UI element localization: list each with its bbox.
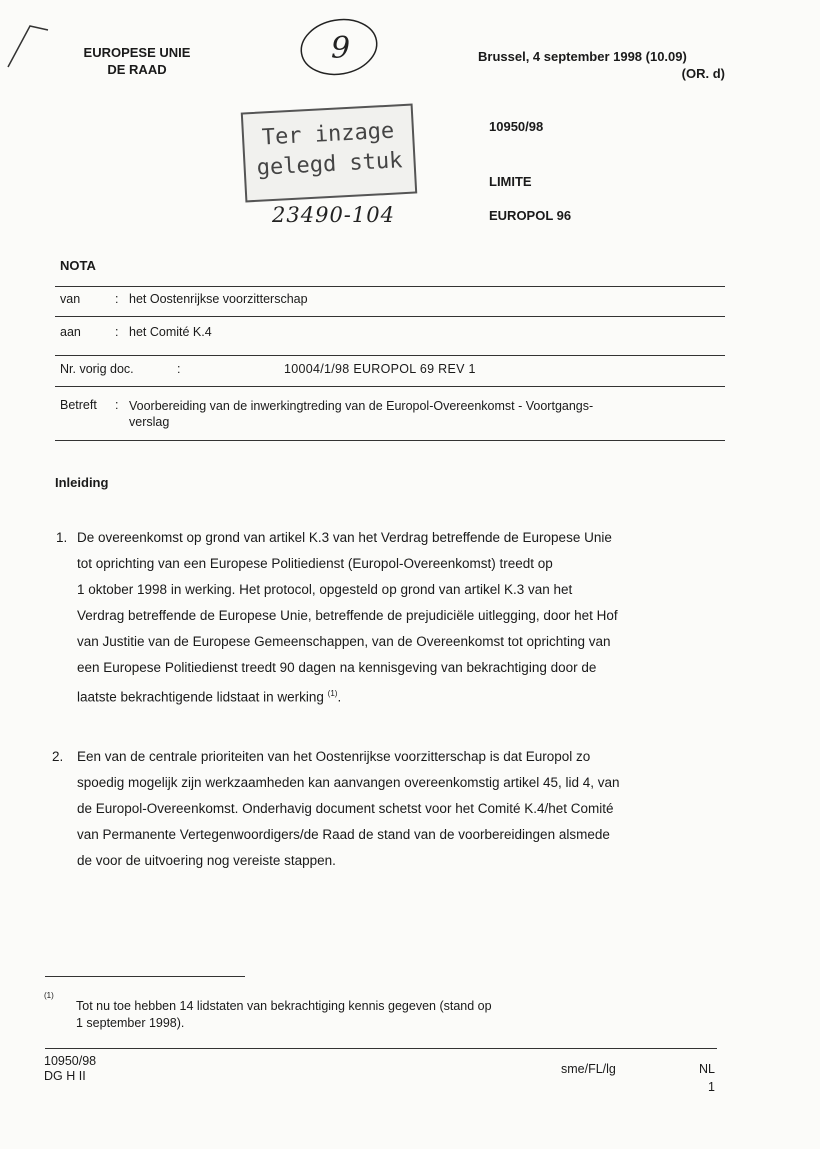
- paragraph-1: [77, 525, 717, 711]
- svg-text:9: 9: [331, 31, 351, 66]
- document-number: 10950/98: [489, 119, 544, 134]
- page-number: 1: [708, 1080, 715, 1094]
- paragraph-line: spoedig mogelijk zijn werkzaamheden kan aanvangen overeenkomstig artikel 45, lid 4, van: [77, 775, 620, 790]
- paragraph-last-line: laatste bekrachtigende lidstaat in werking $^{(1)}$.: [77, 689, 342, 705]
- footer-doc-number: 10950/98: [44, 1054, 97, 1068]
- to-row: [60, 325, 212, 339]
- paragraph-line: van Justitie van de Europese Gemeenschappen, van de Overeenkomst tot oprichting van: [77, 634, 611, 649]
- inspection-stamp: Ter inzage gelegd stuk: [241, 104, 417, 203]
- footer-language: NL: [699, 1062, 715, 1076]
- footnote-text: Tot nu toe hebben 14 lidstaten van bekrachtiging kennis gegeven (stand op 1 september 1998).: [76, 999, 492, 1030]
- divider: [55, 286, 725, 287]
- corner-pen-mark: [2, 22, 52, 72]
- subject-label: Betreft: [60, 398, 97, 412]
- paragraph-number: 1.: [56, 530, 68, 545]
- paragraph-line: 1 oktober 1998 in werking. Het protocol, opgesteld op grond van artikel K.3 van het: [77, 582, 573, 597]
- handwritten-circle-number: [298, 16, 380, 78]
- handwritten-reference: 23490-104: [272, 203, 395, 227]
- subject-code: EUROPOL 96: [489, 208, 572, 223]
- to-label: aan: [60, 325, 81, 339]
- footnote-marker: (1): [44, 991, 54, 1000]
- divider: [55, 355, 725, 356]
- divider: [55, 440, 725, 441]
- paragraph-line: de Europol-Overeenkomst. Onderhavig document schetst voor het Comité K.4/het Comité: [77, 801, 614, 816]
- date-line: Brussel, 4 september 1998 (10.09): [478, 49, 687, 64]
- paragraph-2: [77, 744, 717, 874]
- org-name: EUROPESE UNIE DE RAAD: [83, 45, 191, 77]
- classification-label: LIMITE: [489, 174, 532, 189]
- paragraph-line: een Europese Politiedienst treedt 90 dagen na kennisgeving van bekrachtiging door de: [77, 660, 597, 675]
- footer-left: [44, 1054, 96, 1084]
- previous-doc-colon: :: [177, 362, 181, 376]
- divider: [55, 386, 725, 387]
- from-row: [60, 292, 308, 306]
- from-colon: :: [115, 292, 119, 306]
- paragraph-line: tot oprichting van een Europese Politiedienst (Europol-Overeenkomst) treedt op: [77, 556, 553, 571]
- paragraph-line: van Permanente Vertegenwoordigers/de Raad de stand van de voorbereidingen alsmede: [77, 827, 610, 842]
- subject-colon: :: [115, 398, 119, 412]
- document-type: NOTA: [60, 258, 96, 273]
- paragraph-line: Verdrag betreffende de Europese Unie, betreffende de prejudiciële uitlegging, door het Hof: [77, 608, 618, 623]
- to-colon: :: [115, 325, 119, 339]
- to-value: het Comité K.4: [129, 325, 212, 339]
- section-heading: Inleiding: [55, 475, 109, 490]
- previous-doc-value: 10004/1/98 EUROPOL 69 REV 1: [284, 362, 476, 376]
- footnote-divider: [45, 976, 245, 977]
- from-value: het Oostenrijkse voorzitterschap: [129, 292, 308, 306]
- paragraph-number: 2.: [52, 749, 64, 764]
- paragraph-line: Een van de centrale prioriteiten van het Oostenrijkse voorzitterschap is dat Europol zo: [77, 749, 591, 764]
- subject-text: Voorbereiding van de inwerkingtreding van de Europol-Overeenkomst - Voortgangs- verslag: [129, 399, 594, 429]
- paragraph-line: de voor de uitvoering nog vereiste stappen.: [77, 853, 336, 868]
- footer-department: DG H II: [44, 1069, 86, 1083]
- paragraph-line: De overeenkomst op grond van artikel K.3 van het Verdrag betreffende de Europese Unie: [77, 530, 612, 545]
- from-label: van: [60, 292, 81, 306]
- original-language: (OR. d): [681, 66, 725, 81]
- footer-divider: [45, 1048, 717, 1049]
- footnote-reference: (1): [327, 689, 338, 698]
- footer-initials: sme/FL/lg: [561, 1062, 616, 1076]
- divider: [55, 316, 725, 317]
- previous-doc-label: Nr. vorig doc.: [60, 362, 134, 376]
